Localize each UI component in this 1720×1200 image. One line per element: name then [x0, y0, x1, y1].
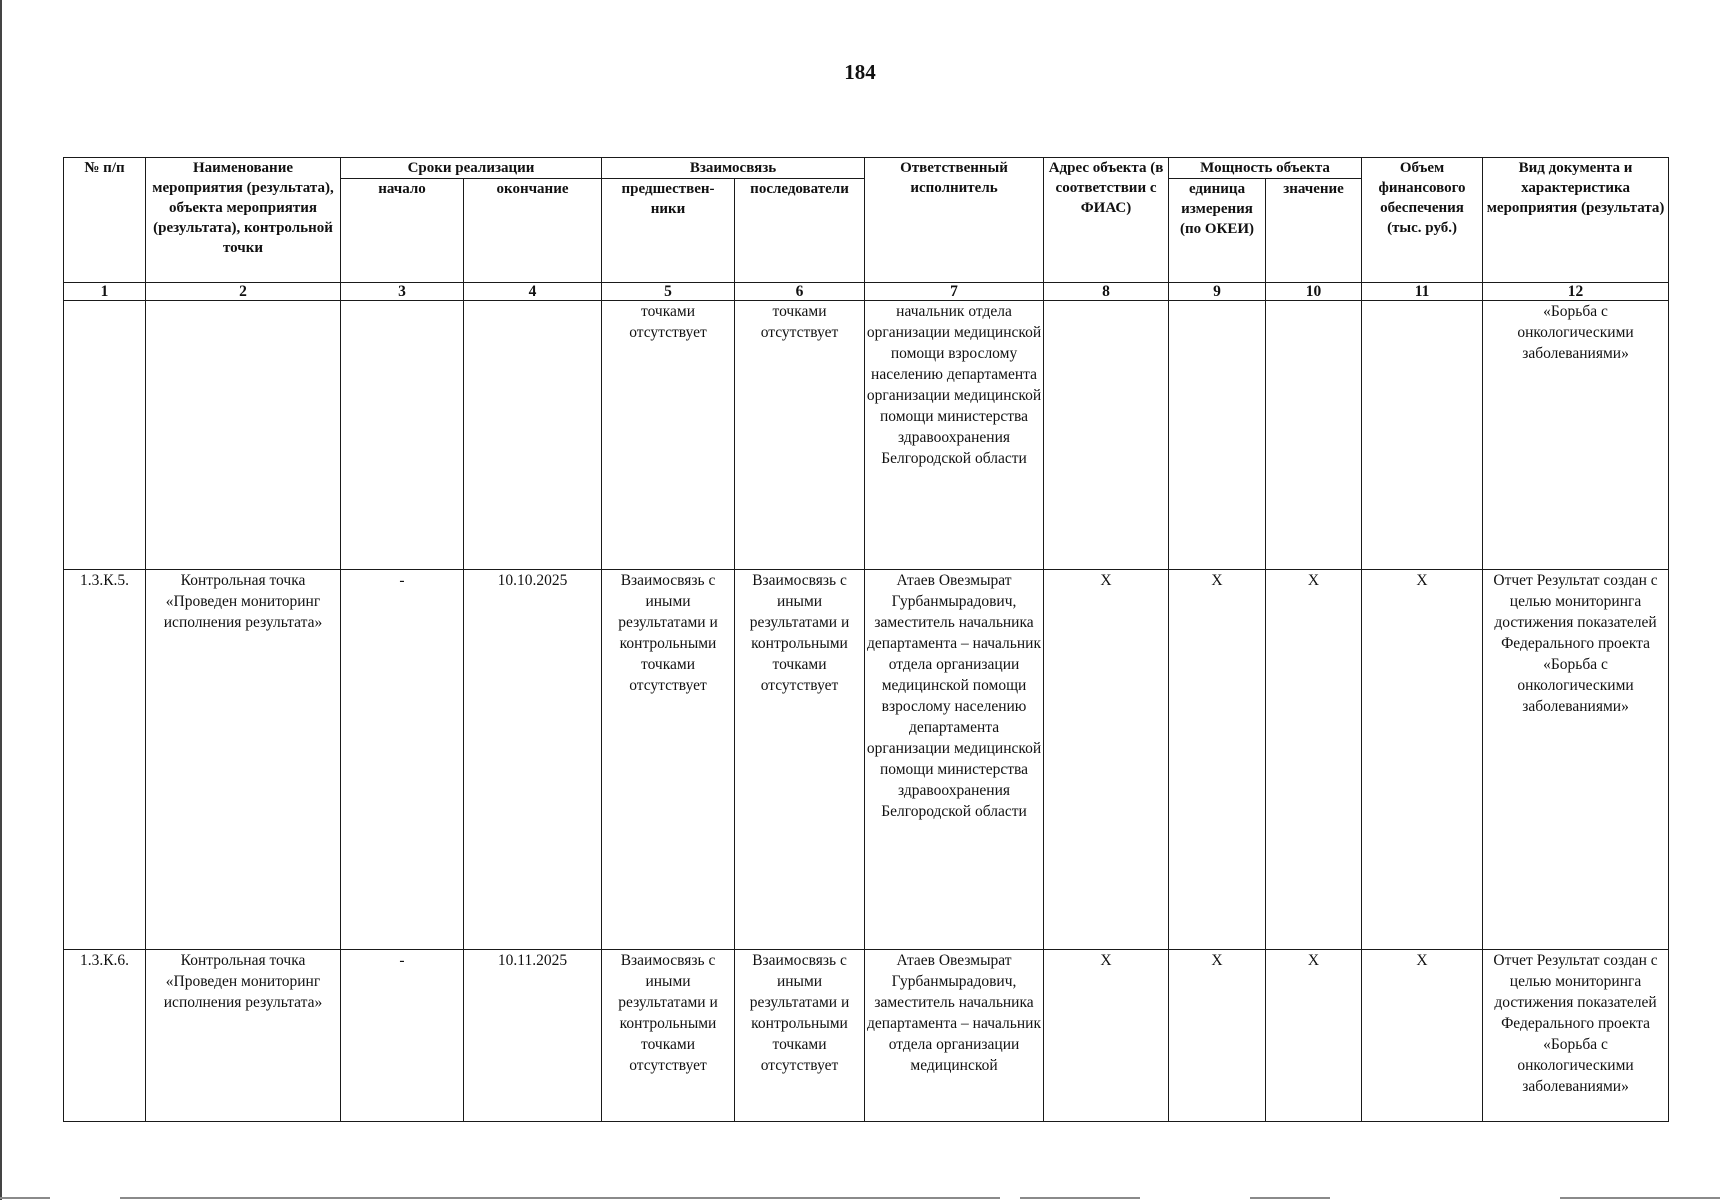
row-value: X — [1266, 570, 1362, 950]
scan-artifact-line — [1020, 1197, 1140, 1199]
column-number-row — [64, 283, 1669, 301]
row-predecessors: Взаимосвязь с иными результатами и контрольными точками отсутствует — [602, 950, 735, 1122]
row-predecessors: точками отсутствует — [602, 301, 735, 570]
row-finance: X — [1362, 950, 1483, 1122]
scan-left-edge — [0, 0, 2, 1200]
row-value: X — [1266, 950, 1362, 1122]
row-responsible: Атаев Овезмырат Гурбанмырадович, заместитель начальника департамента – начальник отдела организации медицинской — [865, 950, 1044, 1122]
row-start: - — [341, 570, 464, 950]
col-header-finance: Объем финансового обеспечения (тыс. руб.) — [1362, 158, 1483, 283]
row-responsible: Атаев Овезмырат Гурбанмырадович, заместитель начальника департамента – начальник отдела организации медицинской помощи взрослому населению департамента организации медицинской помощи министерства здравоохранения Белгородской области — [865, 570, 1044, 950]
row-end: 10.11.2025 — [464, 950, 602, 1122]
column-number: 10 — [1266, 283, 1362, 301]
row-num — [64, 301, 146, 570]
col-header-start: начало — [341, 179, 464, 283]
col-header-address: Адрес объекта (в соответствии с ФИАС) — [1044, 158, 1169, 283]
col-header-capacity: Мощность объекта — [1169, 158, 1362, 179]
column-number: 1 — [64, 283, 146, 301]
plan-table — [63, 157, 1669, 1122]
table-row — [64, 950, 1669, 1122]
col-header-timing: Сроки реализации — [341, 158, 602, 179]
col-header-successors: последователи — [735, 179, 865, 283]
row-unit: X — [1169, 950, 1266, 1122]
table-row — [64, 301, 1669, 570]
row-finance — [1362, 301, 1483, 570]
table-row — [64, 570, 1669, 950]
row-doc-type: Отчет Результат создан с целью мониторинга достижения показателей Федерального проекта «Борьба с онкологическими заболеваниями» — [1483, 950, 1669, 1122]
col-header-doc-type: Вид документа и характеристика мероприятия (результата) — [1483, 158, 1669, 283]
scan-artifact-line — [1250, 1197, 1330, 1199]
row-doc-type: «Борьба с онкологическими заболеваниями» — [1483, 301, 1669, 570]
column-number: 4 — [464, 283, 602, 301]
column-number: 3 — [341, 283, 464, 301]
column-number: 7 — [865, 283, 1044, 301]
column-number: 12 — [1483, 283, 1669, 301]
row-num: 1.3.К.6. — [64, 950, 146, 1122]
col-header-unit: единица измерения (по ОКЕИ) — [1169, 179, 1266, 283]
col-header-responsible: Ответственный исполнитель — [865, 158, 1044, 283]
row-successors: точками отсутствует — [735, 301, 865, 570]
row-num: 1.3.К.5. — [64, 570, 146, 950]
column-number: 5 — [602, 283, 735, 301]
row-address — [1044, 301, 1169, 570]
row-start: - — [341, 950, 464, 1122]
scan-artifact-line — [0, 1197, 50, 1199]
row-successors: Взаимосвязь с иными результатами и контрольными точками отсутствует — [735, 570, 865, 950]
row-predecessors: Взаимосвязь с иными результатами и контрольными точками отсутствует — [602, 570, 735, 950]
scan-artifact-line — [120, 1197, 1000, 1199]
col-header-value: значение — [1266, 179, 1362, 283]
column-number: 9 — [1169, 283, 1266, 301]
row-name: Контрольная точка «Проведен мониторинг исполнения результата» — [146, 570, 341, 950]
col-header-relation: Взаимосвязь — [602, 158, 865, 179]
col-header-num: № п/п — [64, 158, 146, 283]
row-doc-type: Отчет Результат создан с целью мониторинга достижения показателей Федерального проекта «Борьба с онкологическими заболеваниями» — [1483, 570, 1669, 950]
header-row-1 — [64, 158, 1669, 179]
scan-artifact-line — [1560, 1197, 1720, 1199]
col-header-name: Наименование мероприятия (результата), объекта мероприятия (результата), контрольной точки — [146, 158, 341, 283]
row-value — [1266, 301, 1362, 570]
row-finance: X — [1362, 570, 1483, 950]
row-address: X — [1044, 950, 1169, 1122]
row-unit — [1169, 301, 1266, 570]
row-successors: Взаимосвязь с иными результатами и контрольными точками отсутствует — [735, 950, 865, 1122]
row-end — [464, 301, 602, 570]
column-number: 11 — [1362, 283, 1483, 301]
column-number: 2 — [146, 283, 341, 301]
row-name — [146, 301, 341, 570]
page-number: 184 — [844, 60, 876, 84]
col-header-predecessors: предшествен- ники — [602, 179, 735, 283]
row-address: X — [1044, 570, 1169, 950]
row-unit: X — [1169, 570, 1266, 950]
row-name: Контрольная точка «Проведен мониторинг исполнения результата» — [146, 950, 341, 1122]
row-start — [341, 301, 464, 570]
row-end: 10.10.2025 — [464, 570, 602, 950]
row-responsible: начальник отдела организации медицинской помощи взрослому населению департамента организации медицинской помощи министерства здравоохранения Белгородской области — [865, 301, 1044, 570]
col-header-end: окончание — [464, 179, 602, 283]
column-number: 6 — [735, 283, 865, 301]
column-number: 8 — [1044, 283, 1169, 301]
